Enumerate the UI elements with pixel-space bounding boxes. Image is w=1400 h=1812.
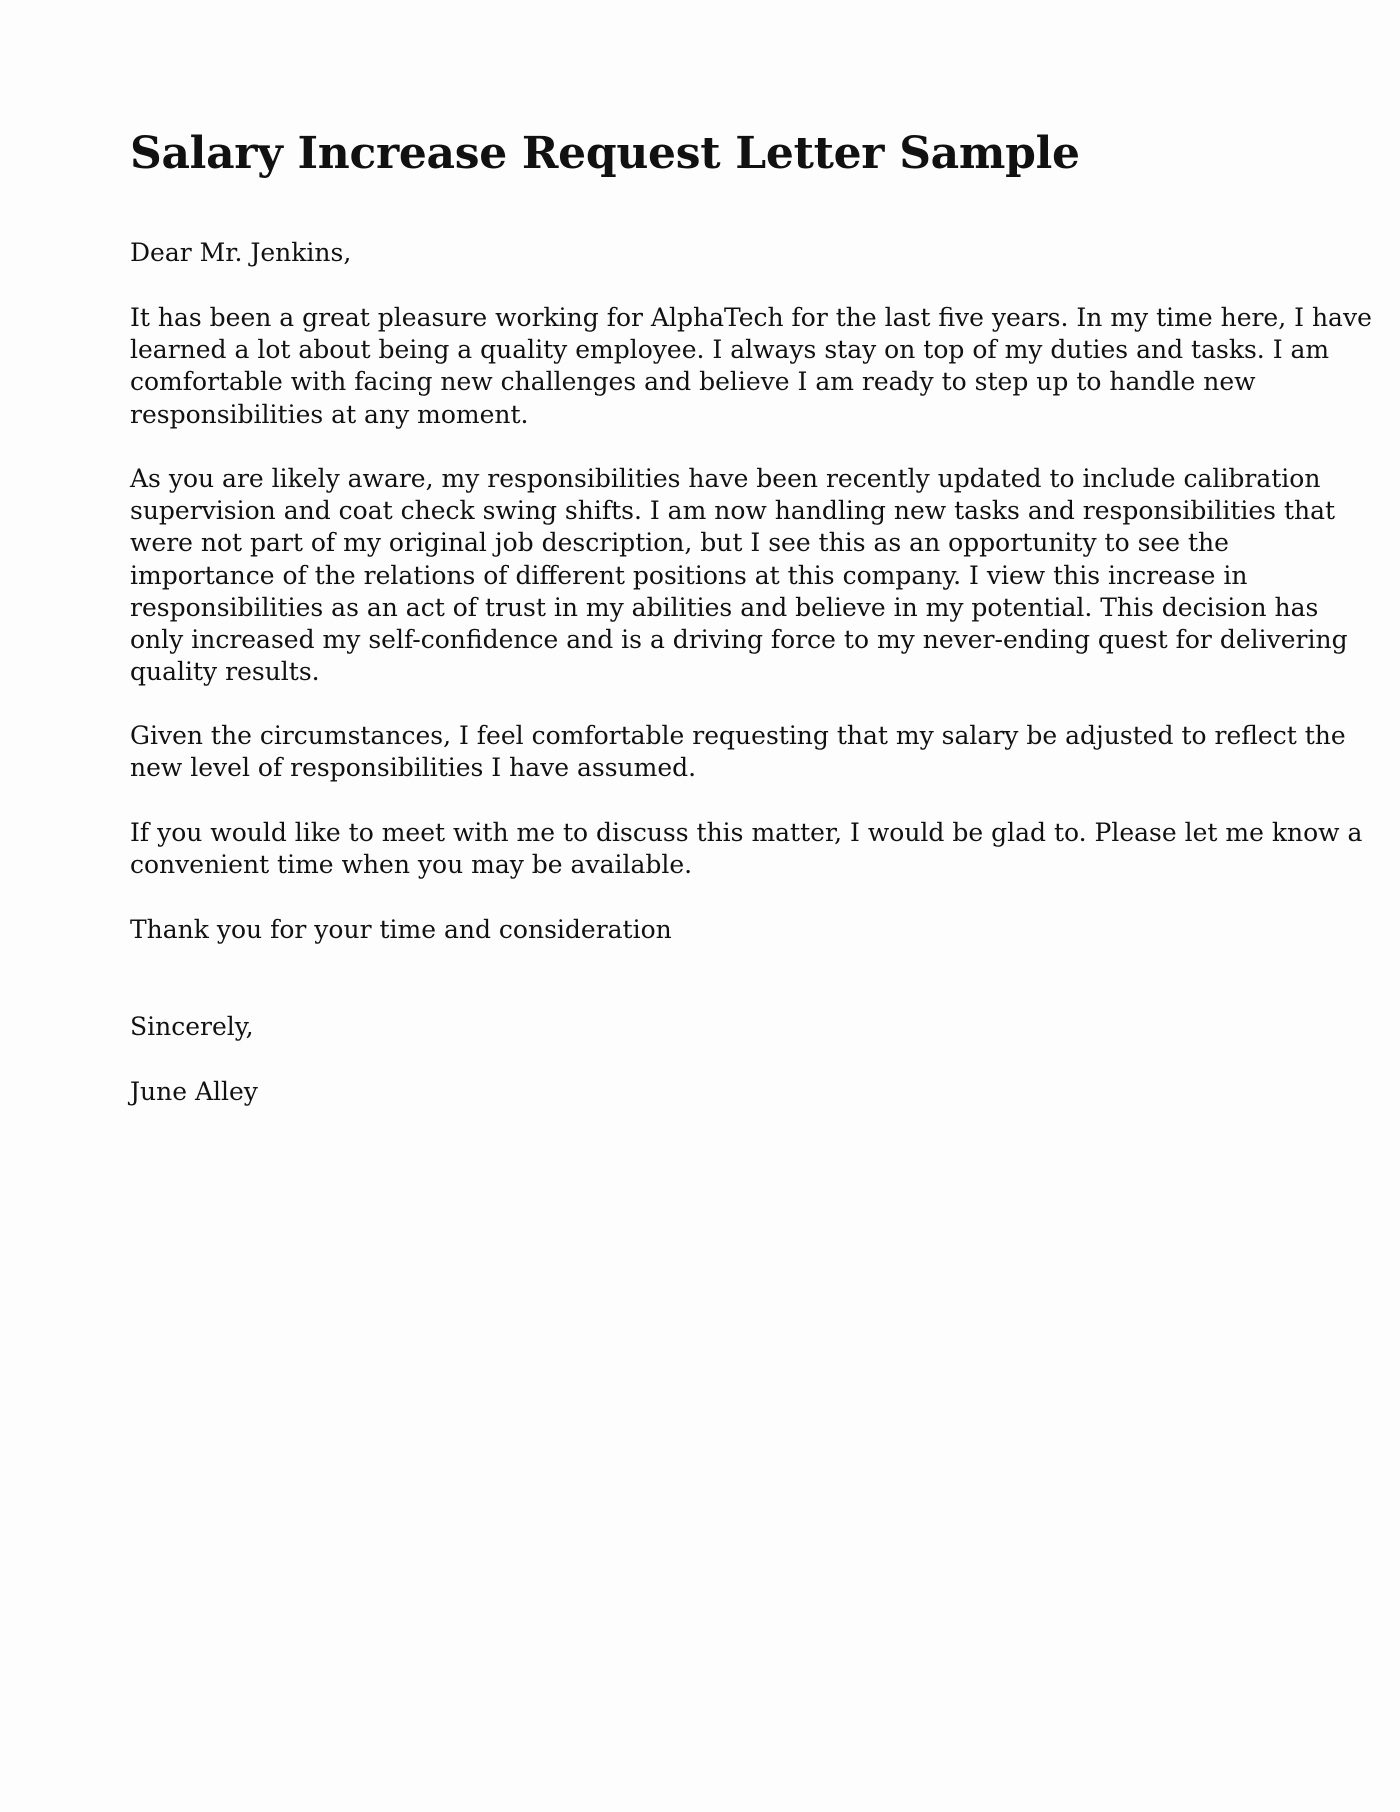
paragraph-line: comfortable with facing new challenges and believe I am ready to step up to handle new — [130, 367, 1256, 397]
paragraph-line: importance of the relations of different positions at this company. I view this increase in — [130, 560, 1248, 590]
paragraph-line: convenient time when you may be available. — [130, 850, 693, 880]
paragraph-line: responsibilities at any moment. — [130, 399, 529, 429]
paragraph-2 — [130, 463, 1348, 688]
paragraph-1 — [130, 302, 1372, 431]
salutation-text: Dear Mr. Jenkins, — [130, 238, 352, 267]
paragraph-line: only increased my self-confidence and is a driving force to my never-ending quest for delivering — [130, 625, 1348, 655]
signature-text: June Alley — [130, 1077, 258, 1106]
paragraph-line: were not part of my original job description, but I see this as an opportunity to see the — [130, 528, 1229, 558]
paragraph-line: learned a lot about being a quality employee. I always stay on top of my duties and tasks. I am — [130, 335, 1330, 365]
page-title: Salary Increase Request Letter Sample — [130, 128, 1080, 179]
paragraph-line: Given the circumstances, I feel comfortable requesting that my salary be adjusted to reflect the — [130, 721, 1346, 750]
paragraph-line: new level of responsibilities I have assumed. — [130, 753, 697, 783]
salutation — [130, 237, 1260, 269]
paragraph-line: supervision and coat check swing shifts. I am now handling new tasks and responsibilities that — [130, 496, 1336, 526]
paragraph-5 — [130, 914, 1260, 946]
closing — [130, 1011, 1260, 1043]
paragraph-line: quality results. — [130, 657, 320, 687]
paragraph-line: As you are likely aware, my responsibilities have been recently updated to include calibration — [130, 464, 1321, 493]
paragraph-line: It has been a great pleasure working for AlphaTech for the last five years. In my time here, I have — [130, 303, 1372, 332]
paragraph-line: responsibilities as an act of trust in my abilities and believe in my potential. This decision has — [130, 592, 1319, 622]
paragraph-3 — [130, 720, 1346, 784]
paragraph-4 — [130, 817, 1363, 881]
signature — [130, 1076, 1260, 1108]
paragraph-line: If you would like to meet with me to discuss this matter, I would be glad to. Please let me know a — [130, 818, 1363, 847]
closing-text: Sincerely, — [130, 1012, 254, 1041]
paragraph-line: Thank you for your time and consideration — [130, 915, 672, 944]
